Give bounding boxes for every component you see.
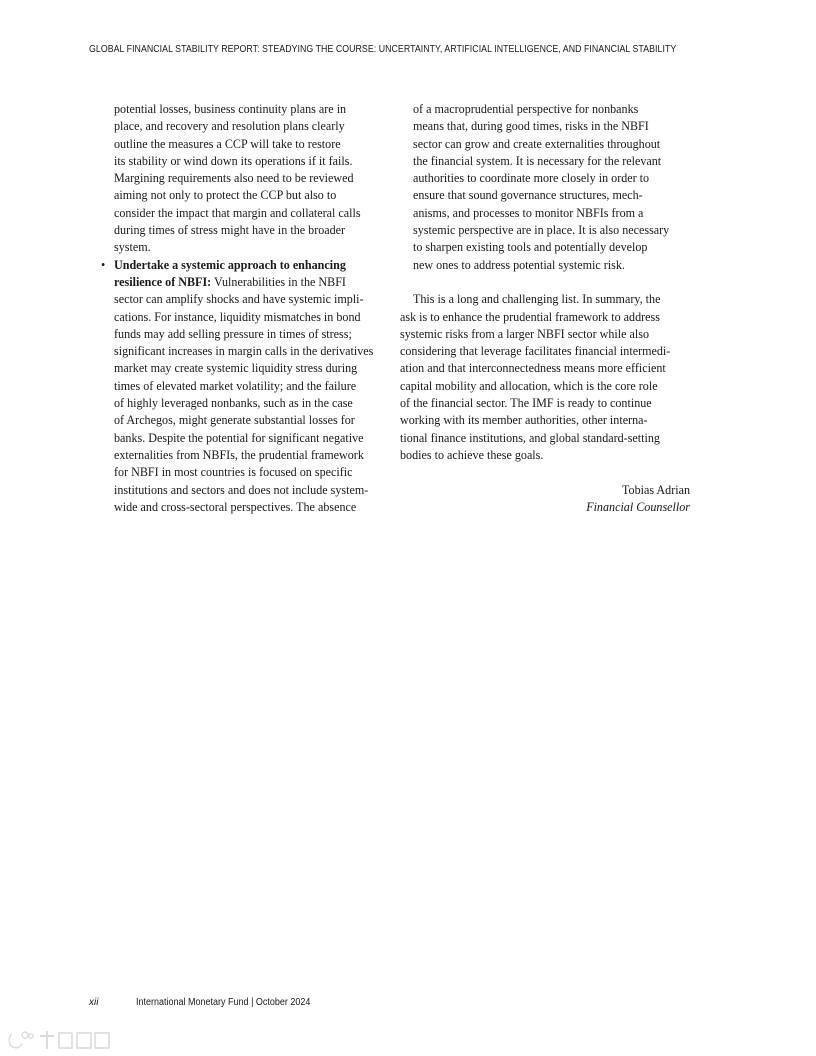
text-line: bodies to achieve these goals.: [400, 447, 544, 462]
text-line: considering that leverage facilitates financial intermedi-: [400, 344, 671, 359]
page-footer: [89, 997, 330, 1008]
nbfi-bullet-item: [101, 257, 379, 516]
text-line: systemic risks from a larger NBFI sector while also: [400, 326, 649, 341]
bullet-heading-line: [101, 257, 379, 274]
text-line: the financial system. It is necessary for the relevant: [413, 153, 662, 168]
text-line: tional finance institutions, and global standard-setting: [400, 430, 660, 445]
bullet-heading: Undertake a systemic approach to enhancing: [114, 257, 346, 272]
bullet-text: Vulnerabilities in the NBFI: [211, 274, 346, 289]
running-header: [89, 44, 677, 55]
summary-paragraph-body: [400, 309, 690, 465]
signatory-name: Tobias Adrian: [621, 482, 690, 497]
text-line: sector can amplify shocks and have systemic impli-: [114, 292, 364, 307]
text-line: authorities to coordinate more closely in order to: [413, 171, 650, 186]
right-column: [400, 101, 690, 516]
text-line: market may create systemic liquidity stress during: [114, 361, 358, 376]
signatory-title: Financial Counsellor: [586, 499, 690, 514]
bullet-icon: •: [101, 257, 106, 272]
text-line: means that, during good times, risks in the NBFI: [413, 119, 649, 134]
text-line: ensure that sound governance structures, mech-: [413, 188, 643, 203]
nbfi-bullet-continuation: [400, 101, 690, 274]
publication-line: International Monetary Fund | October 2024: [136, 997, 311, 1008]
text-line: anisms, and processes to monitor NBFIs from a: [413, 205, 644, 220]
text-line: outline the measures a CCP will take to restore: [114, 136, 341, 151]
text-line: institutions and sectors and does not include system-: [114, 482, 369, 497]
left-column: [101, 101, 379, 516]
text-line: working with its member authorities, other interna-: [400, 413, 648, 428]
watermark-logo-icon: [6, 1028, 116, 1052]
text-line: of highly leveraged nonbanks, such as in the case: [114, 396, 353, 411]
text-line: significant increases in margin calls in the derivatives: [114, 344, 374, 359]
summary-paragraph: [400, 291, 690, 308]
text-line: during times of stress might have in the broader: [114, 223, 346, 238]
text-line: its stability or wind down its operations if it fails.: [114, 153, 353, 168]
text-line: wide and cross-sectoral perspectives. The absence: [114, 499, 357, 514]
running-title: GLOBAL FINANCIAL STABILITY REPORT: STEADYING THE COURSE: UNCERTAINTY, ARTIFICIAL INTELLIGENCE, AND FINANCIAL STABILITY: [89, 44, 677, 55]
text-line: ation and that interconnectedness means more efficient: [400, 361, 666, 376]
text-line: system.: [114, 240, 151, 255]
text-line: cations. For instance, liquidity mismatches in bond: [114, 309, 361, 324]
bullet-heading-cont: resilience of NBFI:: [114, 274, 212, 289]
text-line: of the financial sector. The IMF is ready to continue: [400, 396, 652, 411]
text-line: externalities from NBFIs, the prudential framework: [114, 447, 364, 462]
text-line: times of elevated market volatility; and the failure: [114, 378, 357, 393]
text-line: of a macroprudential perspective for nonbanks: [413, 102, 639, 116]
text-line: to sharpen existing tools and potentially develop: [413, 240, 648, 255]
page-number: xii: [89, 997, 99, 1008]
text-line: capital mobility and allocation, which is the core role: [400, 378, 658, 393]
text-line: sector can grow and create externalities throughout: [413, 136, 661, 151]
text-line: aiming not only to protect the CCP but also to: [114, 188, 337, 203]
text-line: consider the impact that margin and collateral calls: [114, 205, 361, 220]
text-line: This is a long and challenging list. In summary, the: [413, 292, 661, 307]
paragraph-gap: [400, 464, 690, 481]
text-line: funds may add selling pressure in times of stress;: [114, 326, 352, 341]
text-line: systemic perspective are in place. It is also necessary: [413, 223, 670, 238]
signature-block: [400, 482, 690, 517]
ccp-paragraph-continuation: [101, 101, 379, 257]
bullet-heading-line-2: [114, 274, 379, 291]
text-line: banks. Despite the potential for significant negative: [114, 430, 364, 445]
text-line: place, and recovery and resolution plans clearly: [114, 119, 345, 134]
text-line: potential losses, business continuity plans are in: [114, 102, 347, 116]
paragraph-gap: [400, 274, 690, 291]
text-line: for NBFI in most countries is focused on specific: [114, 465, 353, 480]
text-line: Margining requirements also need to be reviewed: [114, 171, 354, 186]
text-line: of Archegos, might generate substantial losses for: [114, 413, 355, 428]
text-line: new ones to address potential systemic risk.: [413, 257, 625, 272]
text-line: ask is to enhance the prudential framework to address: [400, 309, 660, 324]
